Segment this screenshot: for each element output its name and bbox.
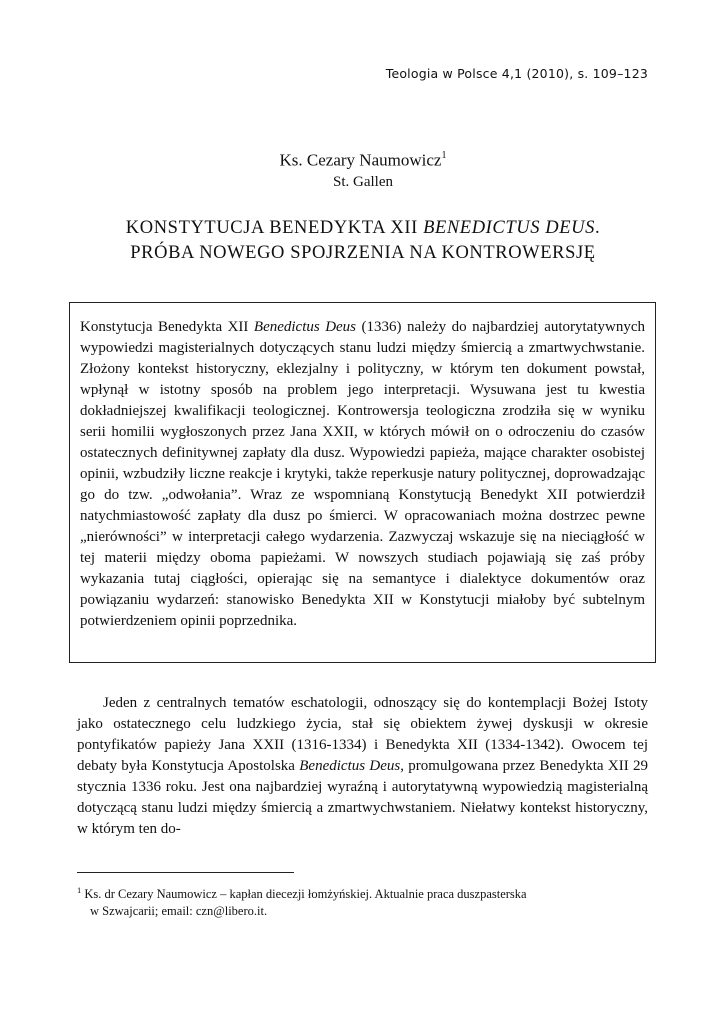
abstract-box [69,302,656,663]
author-footnote-mark[interactable]: 1 [441,150,447,161]
footnote-line-1 [77,887,527,901]
title-line-1 [60,216,666,241]
abstract-paragraph [80,317,645,632]
author-block [0,146,726,192]
body-italic-title: Benedictus Deus [299,758,401,774]
footnote-text-1: Ks. dr Cezary Naumowicz – kapłan diecezji łomżyńskiej. Aktualnie praca duszpasterska [81,887,527,902]
journal-reference: Teologia w Polsce 4,1 (2010), s. 109–123 [385,66,648,81]
footnote-divider [77,872,294,873]
title-line-2: PRÓBA NOWEGO SPOJRZENIA NA KONTROWERSJĘ [130,243,596,263]
body-text [77,693,648,840]
abstract-italic-title: Benedictus Deus [253,319,357,335]
article-title [60,216,666,266]
body-text-start: Jeden z centralnych tematów eschatologii, odnoszący się do kontemplacji Bożej Istoty jako ostatecznego celu ludzkiego życia, stał się obiektem żywej dyskusji w okresie pontyfikatów papieży Jana XXII (1316-1334) i Benedykta XII (1334-1342). Owocem tej debaty była Konstytucja Apostolska [77,695,648,774]
title-line-1-suffix: . [594,218,601,238]
footnote [77,882,648,920]
author-name-text: Ks. Cezary Naumowicz [279,150,442,170]
footnote-line-2: w Szwajcarii; email: czn@libero.it. [90,904,268,919]
title-line-1-prefix: KONSTYTUCJA BENEDYKTA XII [125,218,424,238]
title-line-1-italic: BENEDICTUS DEUS [423,218,595,238]
abstract-text-start: Konstytucja Benedykta XII [80,319,254,335]
footnote-mark: 1 [77,885,82,895]
author-affiliation: St. Gallen [333,173,393,190]
author-name [0,146,726,172]
abstract-text-rest: (1336) należy do najbardziej autorytatywnych wypowiedzi magisterialnych dotyczących stanu ludzi między śmiercią a zmartwychwstanie. Złożony kontekst historyczny, eklezjalny i polityczny, w którym ten dokument powstał, wpłynął w istotny sposób na problem jego interpretacji. Wysuwana jest tu kwestia dokładniejszej kwalifikacji teologicznej. Kontrowersja teologiczna zrodziła się w wyniku serii homilii wygłoszonych przez Jana XXII, w których mówił on o odroczeniu do czasów ostatecznych definitywnej zapłaty dla dusz. Wypowiedzi papieża, mające charakter osobistej opinii, wzbudziły liczne reakcje i krytyki, także reperkusje natury politycznej, doprowadzając go do tzw. „odwołania”. Wraz ze wspomnianą Konstytucją Benedykt XII potwierdził natychmiastowość zapłaty dla dusz po śmierci. W opracowaniach można dostrzec pewne „nierówności” w interpretacji całego wydarzenia. Zazwyczaj wskazuje się na nieciągłość w tej materii między oboma papieżami. W nowszych studiach pojawiają się zaś próby wykazania tutaj ciągłości, opierając się na semantyce i dialektyce dokumentów oraz powiązaniu wydarzeń: stanowisko Benedykta XII w Konstytucji miałoby być subtelnym potwierdzeniem opinii poprzednika. [80,319,645,629]
body-text-rest: , promulgowana przez Benedykta XII 29 stycznia 1336 roku. Jest ona najbardziej wyraźną i autorytatywną wypowiedzią magisterialną dotyczącą stanu ludzi między śmiercią a zmartwychwstaniem. Niełatwy kontekst historyczny, w którym ten do- [77,758,649,837]
body-paragraph [77,693,648,840]
